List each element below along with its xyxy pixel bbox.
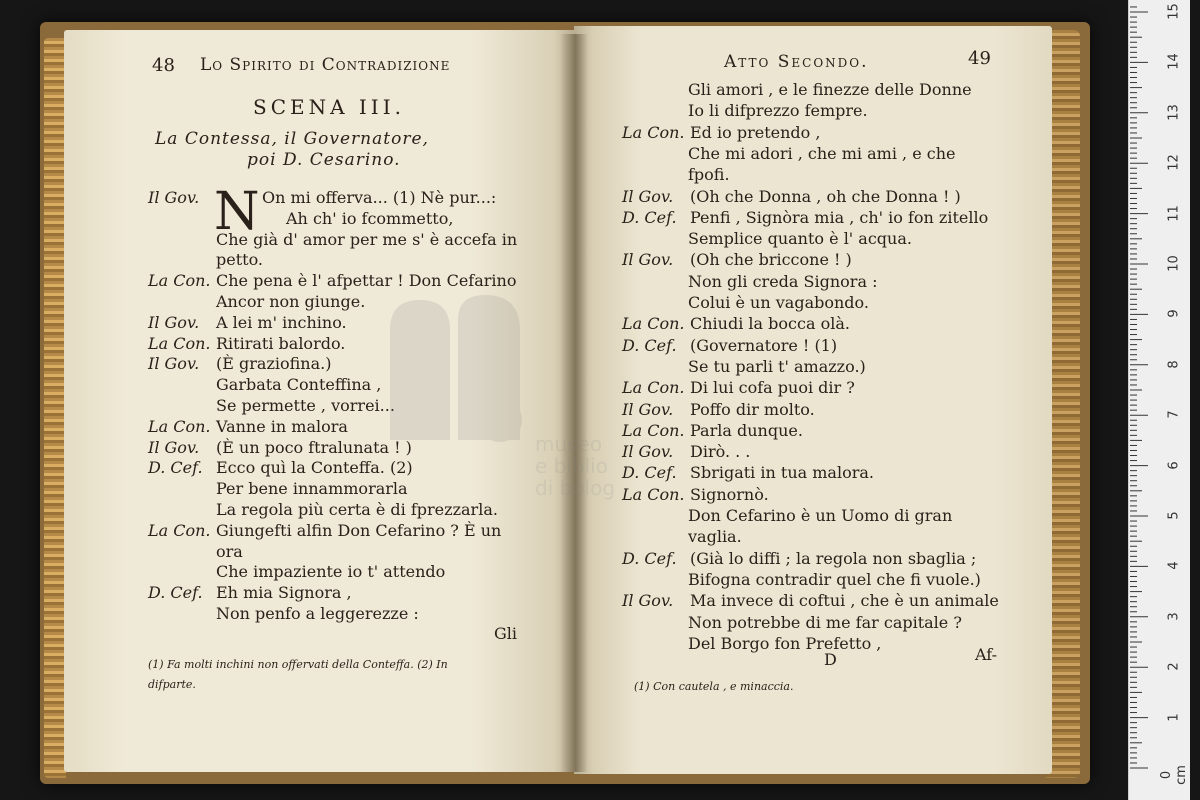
speaker-label: Il Gov.	[622, 186, 674, 206]
dialogue-line: Non penfo a leggerezze :	[216, 604, 419, 623]
dialogue-line: Che mi adori , che mi ami , e che	[688, 143, 956, 163]
signature-mark: D	[824, 650, 837, 669]
dialogue-line: Ma invece di coftui , che è un animale	[690, 591, 999, 611]
ruler-unit-label: 0 cm	[1159, 765, 1189, 785]
speaker-label: Il Gov.	[148, 354, 200, 374]
left-running-head: Lo Spirito di Contradizione	[200, 55, 451, 75]
right-footnote: (1) Con cautela , e minaccia.	[634, 680, 794, 693]
dialogue-line: Colui è un vagabondo.	[688, 293, 869, 312]
speaker-label: D. Cef.	[622, 335, 677, 355]
ruler-mark-label: 10	[1166, 255, 1182, 272]
dialogue-line: (Governatore ! (1)	[690, 335, 838, 355]
dialogue-line: Poffo dir molto.	[690, 399, 815, 419]
left-catchword: Gli	[494, 624, 518, 643]
dialogue-line: Non gli creda Signora :	[688, 271, 878, 291]
dialogue-line: Parla dunque.	[690, 420, 803, 440]
speaker-label: La Con.	[622, 420, 685, 440]
dialogue-line: Giungefti alfin Don Cefarino ? È un	[216, 520, 502, 540]
dialogue-line: ora	[216, 541, 243, 561]
dialogue-line: Che impaziente io t' attendo	[216, 562, 446, 582]
dialogue-line: Gli amori , e le finezze delle Donne	[688, 80, 972, 99]
ruler-mark-label: 9	[1166, 309, 1182, 319]
speaker-label: La Con.	[148, 416, 211, 436]
ruler-mark-label: 15	[1166, 3, 1182, 20]
dialogue-line: (Oh che briccone ! )	[690, 250, 852, 270]
speaker-label: La Con.	[622, 314, 685, 334]
left-footnote-line-1: (1) Fa molti inchini non offervati della Conteffa. (2) In	[148, 658, 448, 671]
speaker-label: Il Gov.	[148, 188, 200, 207]
dialogue-line: On mi offerva... (1) Nè pur...:	[262, 188, 497, 207]
ruler-mark-label: 11	[1166, 204, 1182, 222]
dialogue-line: Ancor non giunge.	[216, 292, 366, 311]
ruler-mark-label: 12	[1166, 154, 1182, 171]
speaker-label: D. Cef.	[622, 548, 677, 568]
ruler-mark-label: 6	[1166, 460, 1182, 470]
right-page-number: 49	[968, 48, 991, 69]
dialogue-line: Del Borgo fon Prefetto ,	[688, 633, 882, 653]
left-page-number: 48	[152, 55, 175, 76]
ruler-mark-label: 4	[1166, 561, 1182, 571]
dialogue-line: Bifogna contradir quel che fi vuole.)	[688, 569, 981, 589]
dialogue-line: Se permette , vorrei...	[216, 396, 395, 415]
right-running-head: Atto Secondo.	[724, 52, 869, 72]
dialogue-line: Sbrigati in tua malora.	[690, 463, 874, 483]
dialogue-line: La regola più certa è di fprezzarla.	[216, 500, 498, 519]
drop-cap-letter: N	[214, 182, 260, 242]
dialogue-line: A lei m' inchino.	[216, 312, 347, 332]
speaker-label: Il Gov.	[148, 437, 200, 457]
dialogue-line: Ed io pretendo ,	[690, 122, 821, 142]
dialogue-line: Ah ch' io fcommetto,	[286, 208, 454, 228]
speaker-label: La Con.	[148, 271, 211, 291]
dialogue-line: Se tu parli t' amazzo.)	[688, 356, 866, 376]
dialogue-line: Semplice quanto è l' acqua.	[688, 229, 912, 249]
dialogue-line: Garbata Conteffina ,	[216, 375, 382, 395]
dialogue-line: Dirò. . .	[690, 442, 751, 462]
speaker-label: D. Cef.	[622, 463, 677, 483]
dialogue-line: Penfi , Signòra mia , ch' io fon zitello	[690, 207, 989, 227]
dialogue-line: Che già d' amor per me s' è accefa in	[216, 229, 518, 249]
dialogue-line: (Oh che Donna , oh che Donna ! )	[690, 186, 961, 206]
dialogue-line: Vanne in malora	[216, 416, 348, 436]
dialogue-line: (È graziofina.)	[216, 354, 332, 374]
gilt-page-edge-left	[44, 38, 66, 778]
ruler-mark-label: 13	[1166, 104, 1182, 121]
speaker-label: D. Cef.	[148, 583, 203, 603]
scene-title: SCENA III.	[253, 95, 405, 119]
dialogue-line: Non potrebbe di me far capitale ?	[688, 612, 962, 632]
ruler-mark-label: 2	[1166, 662, 1182, 671]
ruler-mark-label: 5	[1166, 511, 1182, 520]
speaker-label: La Con.	[148, 333, 211, 353]
dialogue-line: Ritirati balordo.	[216, 333, 346, 353]
dialogue-line: Io li difprezzo fempre.	[688, 101, 868, 121]
speaker-label: Il Gov.	[148, 312, 200, 332]
dialogue-line: petto.	[216, 250, 264, 270]
speaker-label: La Con.	[148, 520, 211, 540]
dialogue-line: Chiudi la bocca olà.	[690, 314, 850, 334]
ruler-mark-label: 7	[1166, 410, 1182, 419]
dialogue-line: Signornò.	[690, 484, 769, 504]
left-footnote-line-2: difparte.	[148, 678, 196, 691]
dialogue-line: (È un poco ftralunata ! )	[216, 437, 412, 457]
cast-line-2: poi D. Cesarino.	[247, 150, 401, 170]
speaker-label: Il Gov.	[622, 442, 674, 462]
cast-line-1: La Contessa, il Governatore,	[155, 129, 429, 149]
dialogue-line: Don Cefarino è un Uomo di gran	[688, 506, 953, 525]
ruler-mark-label: 8	[1166, 360, 1182, 369]
dialogue-line: Di lui cofa puoi dir ?	[690, 378, 855, 398]
dialogue-line: Ecco quì la Conteffa. (2)	[216, 458, 413, 478]
ruler-mark-label: 3	[1166, 612, 1182, 621]
speaker-label: Il Gov.	[622, 591, 674, 611]
speaker-label: D. Cef.	[622, 207, 677, 227]
dialogue-line: fpofi.	[688, 165, 730, 185]
speaker-label: D. Cef.	[148, 458, 203, 478]
speaker-label: La Con.	[622, 122, 685, 142]
speaker-label: Il Gov.	[622, 399, 674, 419]
right-catchword: Af-	[975, 645, 998, 664]
book-gutter	[560, 34, 588, 772]
speaker-label: Il Gov.	[622, 250, 674, 270]
speaker-label: La Con.	[622, 378, 685, 398]
speaker-label: La Con.	[622, 484, 685, 504]
dialogue-line: Per bene innammorarla	[216, 479, 408, 499]
ruler-mark-label: 1	[1166, 712, 1182, 722]
ruler-mark-label: 14	[1166, 53, 1182, 71]
dialogue-line: Che pena è l' afpettar ! Don Cefarino	[216, 271, 517, 291]
dialogue-line: (Già lo diffi ; la regola non sbaglia ;	[690, 548, 977, 568]
dialogue-line: Eh mia Signora ,	[216, 583, 352, 603]
dialogue-line: vaglia.	[688, 527, 742, 547]
